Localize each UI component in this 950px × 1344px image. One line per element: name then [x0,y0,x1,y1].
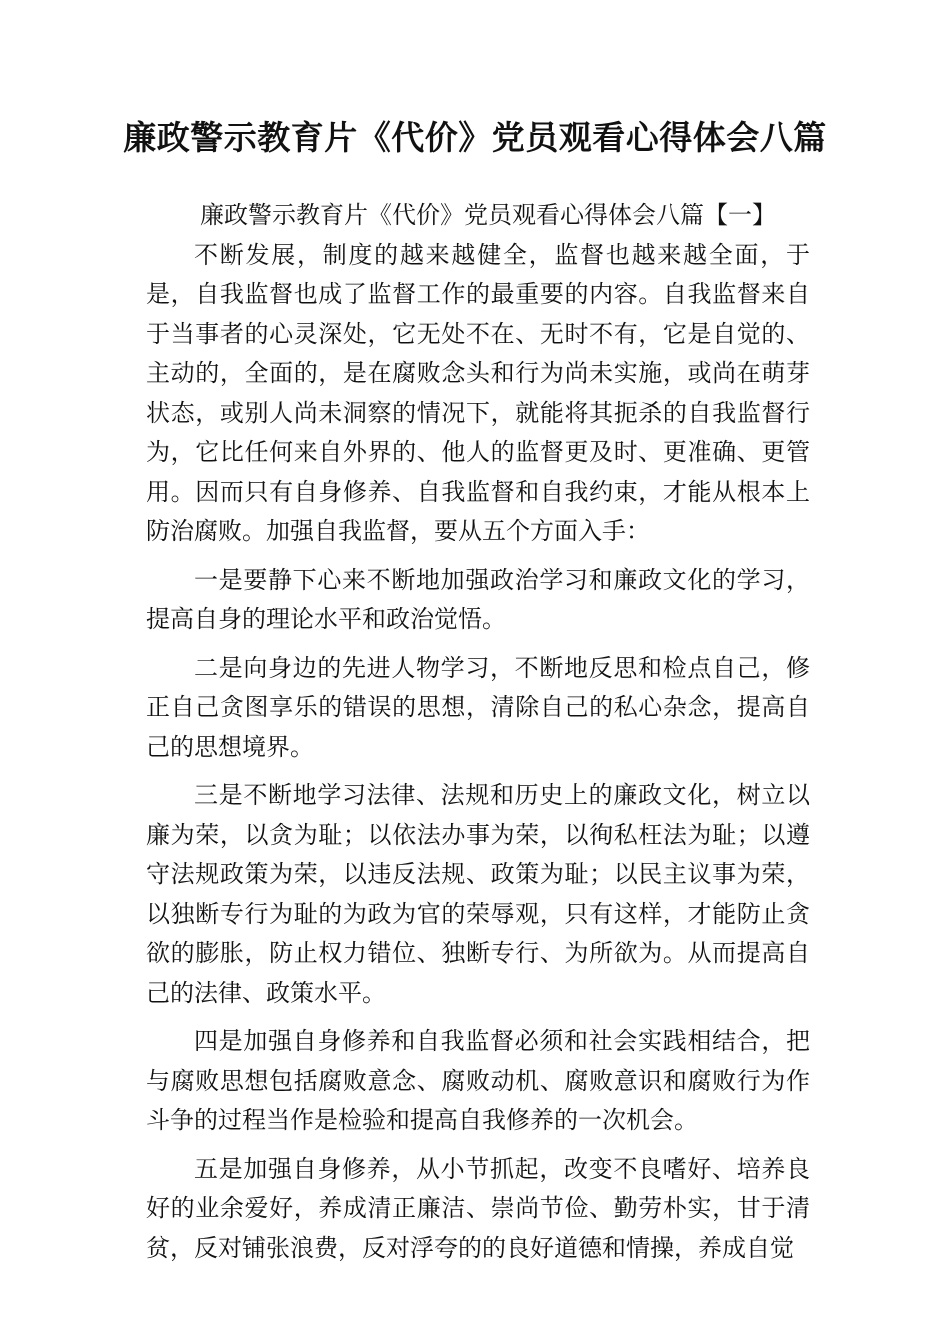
paragraph-point-two: 二是向身边的先进人物学习，不断地反思和检点自己，修正自己贪图享乐的错误的思想，清除自己的私心杂念，提高自己的思想境界。 [146,653,810,761]
document-title: 廉政警示教育片《代价》党员观看心得体会八篇 [123,118,827,157]
paragraph-intro: 不断发展，制度的越来越健全，监督也越来越全面，于是，自我监督也成了监督工作的最重要的内容。自我监督来自于当事者的心灵深处，它无处不在、无时不有，它是自觉的、主动的，全面的，是在腐败念头和行为尚未实施，或尚在萌芽状态，或别人尚未洞察的情况下，就能将其扼杀的自我监督行为，它比任何来自外界的、他人的监督更及时、更准确、更管用。因而只有自身修养、自我监督和自我约束，才能从根本上防治腐败。加强自我监督，要从五个方面入手： [146,240,810,545]
paragraph-point-one: 一是要静下心来不断地加强政治学习和廉政文化的学习，提高自身的理论水平和政治觉悟。 [146,565,810,633]
paragraph-point-three: 三是不断地学习法律、法规和历史上的廉政文化，树立以廉为荣，以贪为耻；以依法办事为荣，以徇私枉法为耻；以遵守法规政策为荣，以违反法规、政策为耻；以民主议事为荣，以独断专行为耻的为政为官的荣辱观，只有这样，才能防止贪欲的膨胀，防止权力错位、独断专行、为所欲为。从而提高自己的法律、政策水平。 [146,781,810,1007]
paragraph-point-four: 四是加强自身修养和自我监督必须和社会实践相结合，把与腐败思想包括腐败意念、腐败动机、腐败意识和腐败行为作斗争的过程当作是检验和提高自我修养的一次机会。 [146,1027,810,1134]
section-heading: 廉政警示教育片《代价》党员观看心得体会八篇【一】 [200,201,776,229]
paragraph-point-five: 五是加强自身修养，从小节抓起，改变不良嗜好、培养良好的业余爱好，养成清正廉洁、崇尚节俭、勤劳朴实，甘于清贫，反对铺张浪费，反对浮夸的的良好道德和情操，养成自觉 [146,1154,810,1262]
document-body [146,196,810,1268]
